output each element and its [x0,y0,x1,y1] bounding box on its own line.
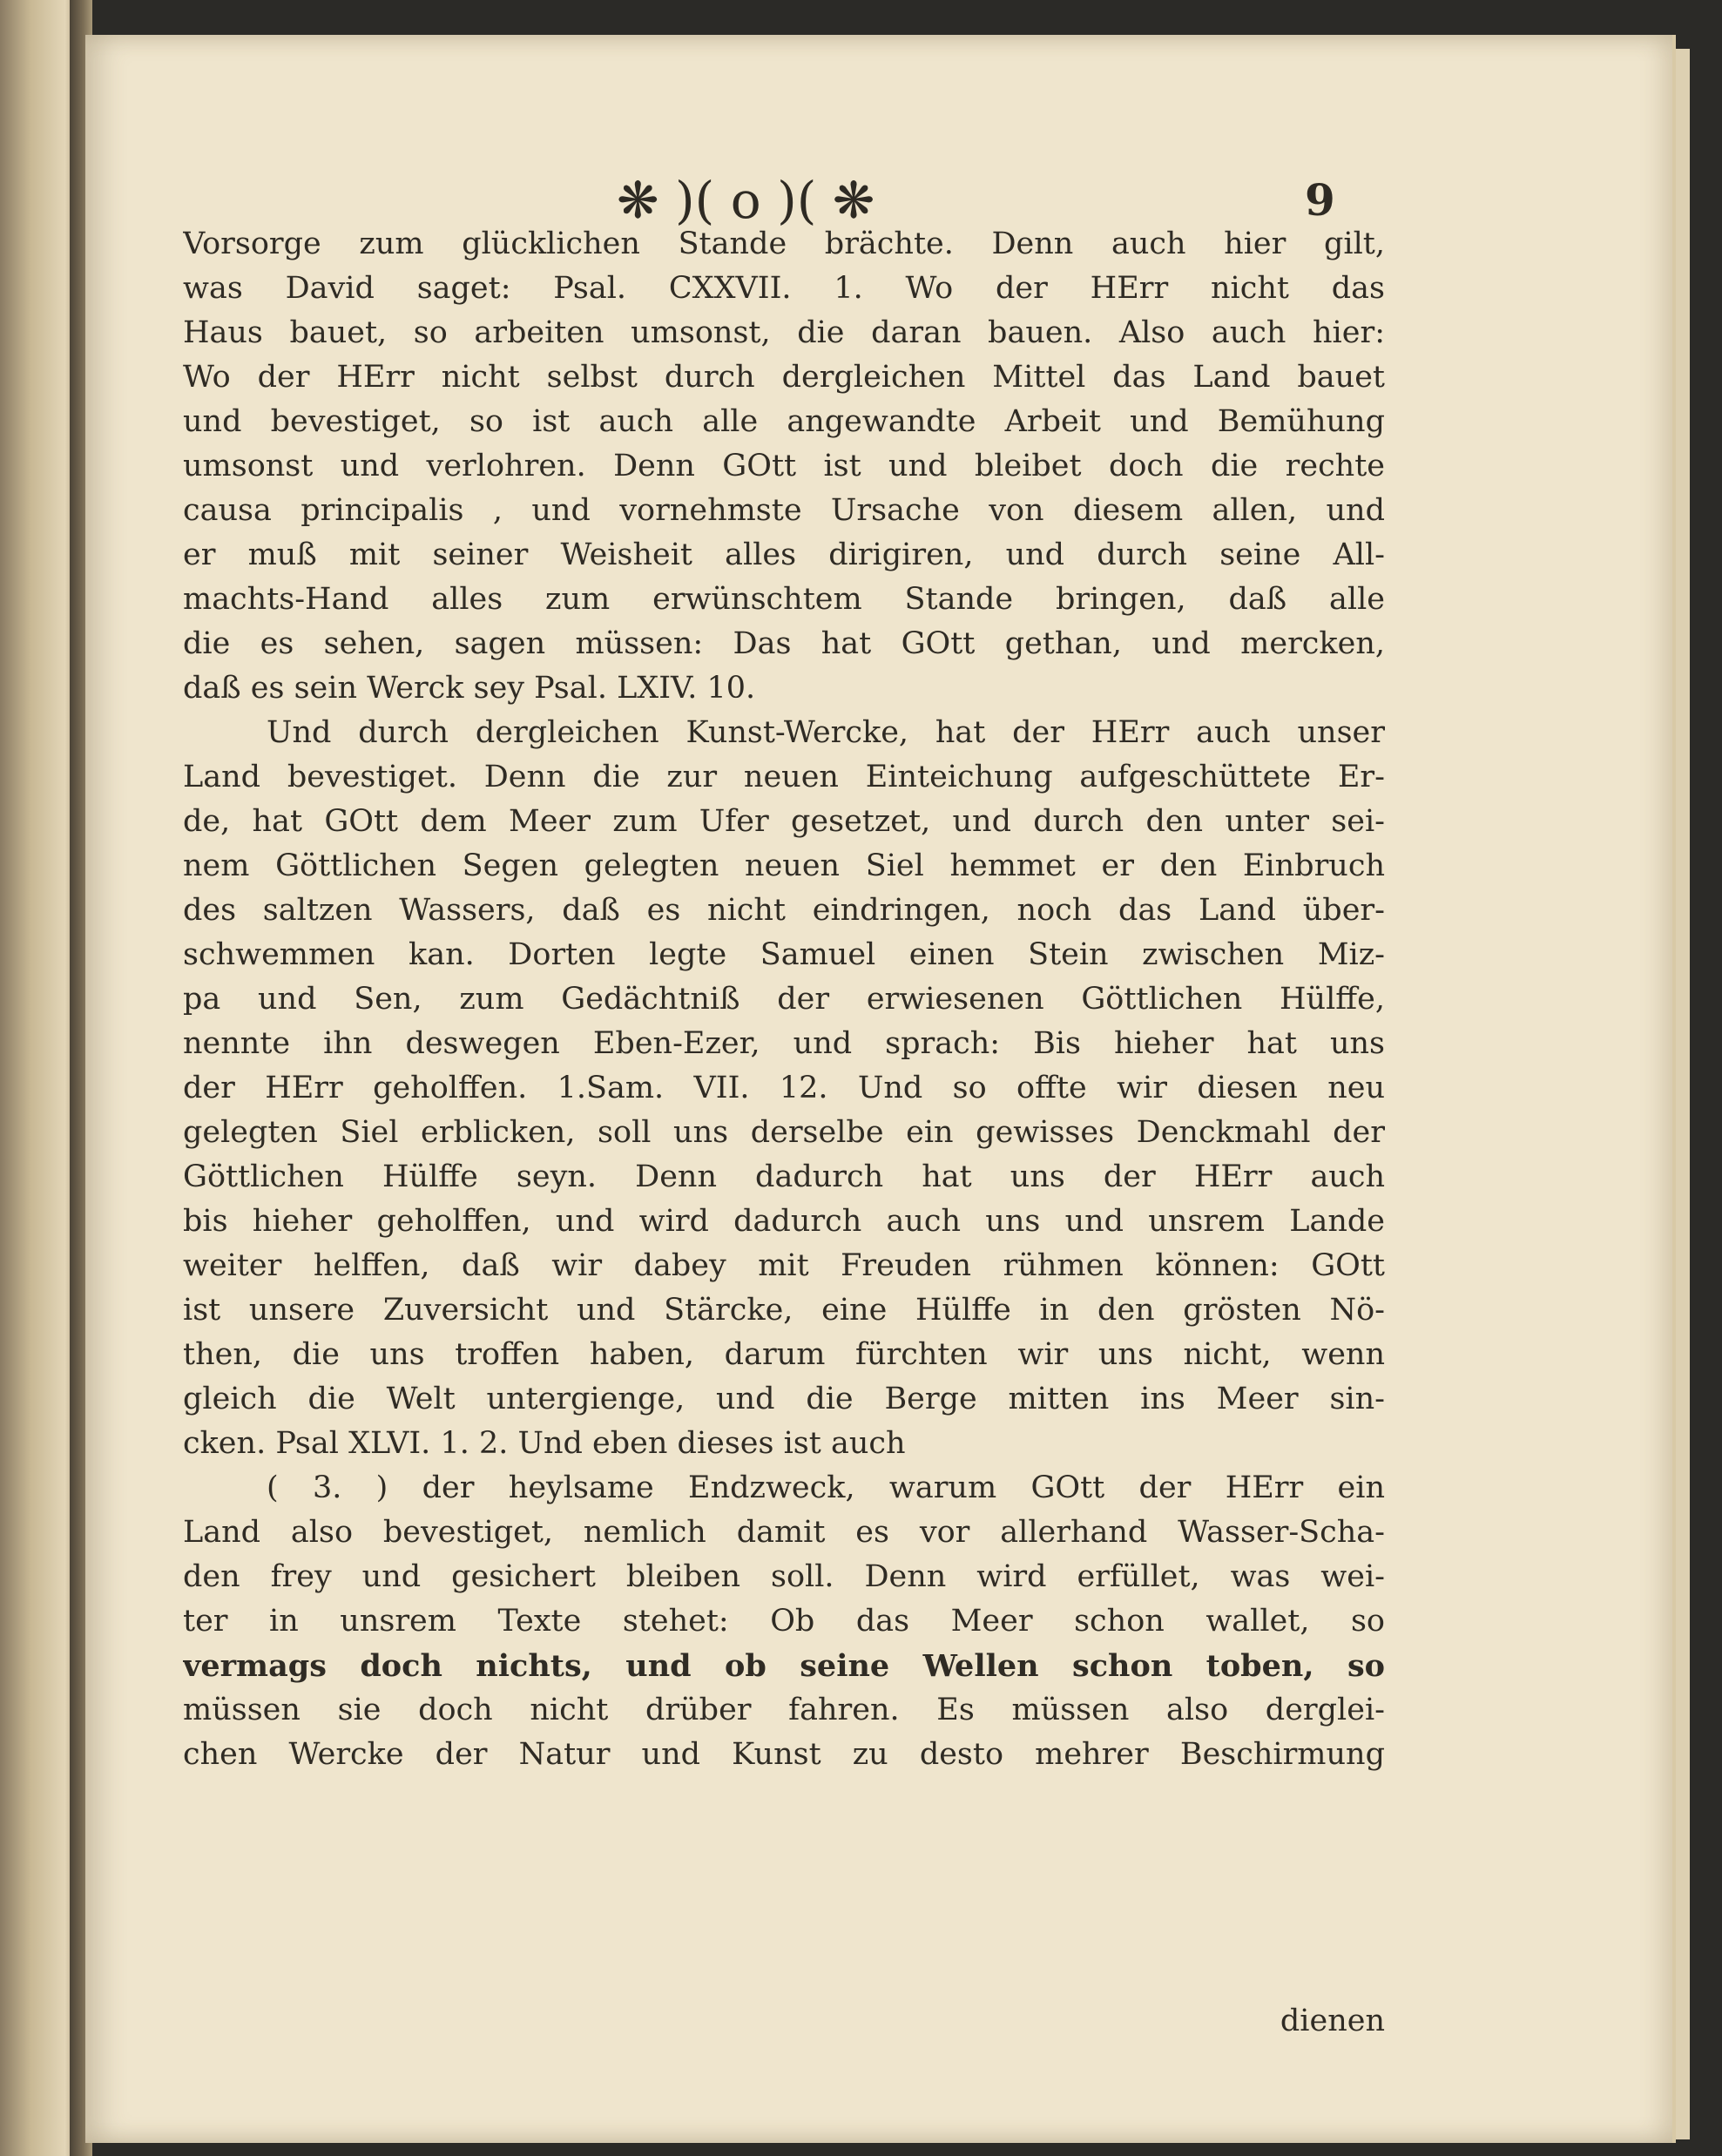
text-line: und bevestiget, so ist auch alle angewandte Arbeit und Bemühung [183,404,1385,439]
text-line: des saltzen Wassers, daß es nicht eindringen, noch das Land über- [183,893,1385,928]
header-ornament: ❋ )( o )( ❋ [617,171,875,230]
text-line: Und durch dergleichen Kunst-Wercke, hat der HErr auch unser [267,715,1385,750]
text-line: Land bevestiget. Denn die zur neuen Einteichung aufgeschüttete Er- [183,760,1385,794]
text-line: chen Wercke der Natur und Kunst zu desto mehrer Beschirmung [183,1737,1385,1772]
text-line: den frey und gesichert bleiben soll. Denn wird erfüllet, was wei- [183,1559,1385,1594]
text-line: schwemmen kan. Dorten legte Samuel einen Stein zwischen Miz- [183,937,1385,972]
text-line: nem Göttlichen Segen gelegten neuen Siel hemmet er den Einbruch [183,848,1385,883]
text-line: Wo der HErr nicht selbst durch dergleichen Mittel das Land bauet [183,360,1385,395]
text-line: machts-Hand alles zum erwünschtem Stande bringen, daß alle [183,582,1385,617]
text-line: causa principalis , und vornehmste Ursache von diesem allen, und [183,493,1385,528]
text-line: weiter helffen, daß wir dabey mit Freuden rühmen können: GOtt [183,1248,1385,1283]
page-number: 9 [1305,174,1335,226]
catchword: dienen [1280,2004,1385,2038]
text-line: pa und Sen, zum Gedächtniß der erwiesenen Göttlichen Hülffe, [183,982,1385,1017]
text-line: ( 3. ) der heylsame Endzweck, warum GOtt der HErr ein [267,1470,1385,1505]
text-line: müssen sie doch nicht drüber fahren. Es müssen also derglei- [183,1693,1385,1727]
text-line: de, hat GOtt dem Meer zum Ufer gesetzet, und durch den unter sei- [183,804,1385,839]
text-line: bis hieher geholffen, und wird dadurch auch uns und unsrem Lande [183,1204,1385,1239]
left-page-edge [0,0,77,2156]
text-line: Vorsorge zum glücklichen Stande brächte. Denn auch hier gilt, [183,226,1385,261]
text-line: Göttlichen Hülffe seyn. Denn dadurch hat uns der HErr auch [183,1159,1385,1194]
text-line: die es sehen, sagen müssen: Das hat GOtt gethan, und mercken, [183,626,1385,661]
text-line: der HErr geholffen. 1.Sam. VII. 12. Und so offte wir diesen neu [183,1071,1385,1105]
text-line: gelegten Siel erblicken, soll uns derselbe ein gewisses Denckmahl der [183,1115,1385,1150]
text-line: Haus bauet, so arbeiten umsonst, die daran bauen. Also auch hier: [183,315,1385,350]
text-line: nennte ihn deswegen Eben-Ezer, und sprach: Bis hieher hat uns [183,1026,1385,1061]
text-line: umsonst und verlohren. Denn GOtt ist und bleibet doch die rechte [183,449,1385,483]
text-line: er muß mit seiner Weisheit alles dirigiren, und durch seine All- [183,537,1385,572]
body-text [183,222,1385,1777]
text-line: ter in unsrem Texte stehet: Ob das Meer schon wallet, so [183,1604,1385,1639]
text-line: gleich die Welt untergienge, und die Berge mitten ins Meer sin- [183,1382,1385,1416]
text-line: ist unsere Zuversicht und Stärcke, eine Hülffe in den grösten Nö- [183,1293,1385,1328]
text-line: Land also bevestiget, nemlich damit es vor allerhand Wasser-Scha- [183,1515,1385,1550]
text-line: then, die uns troffen haben, darum fürchten wir uns nicht, wenn [183,1337,1385,1372]
text-line: daß es sein Werck sey Psal. LXIV. 10. [183,671,756,706]
text-line: cken. Psal XLVI. 1. 2. Und eben dieses ist auch [183,1426,906,1461]
text-line: vermags doch nichts, und ob seine Wellen schon toben, so [183,1648,1385,1684]
text-line: was David saget: Psal. CXXVII. 1. Wo der HErr nicht das [183,271,1385,306]
